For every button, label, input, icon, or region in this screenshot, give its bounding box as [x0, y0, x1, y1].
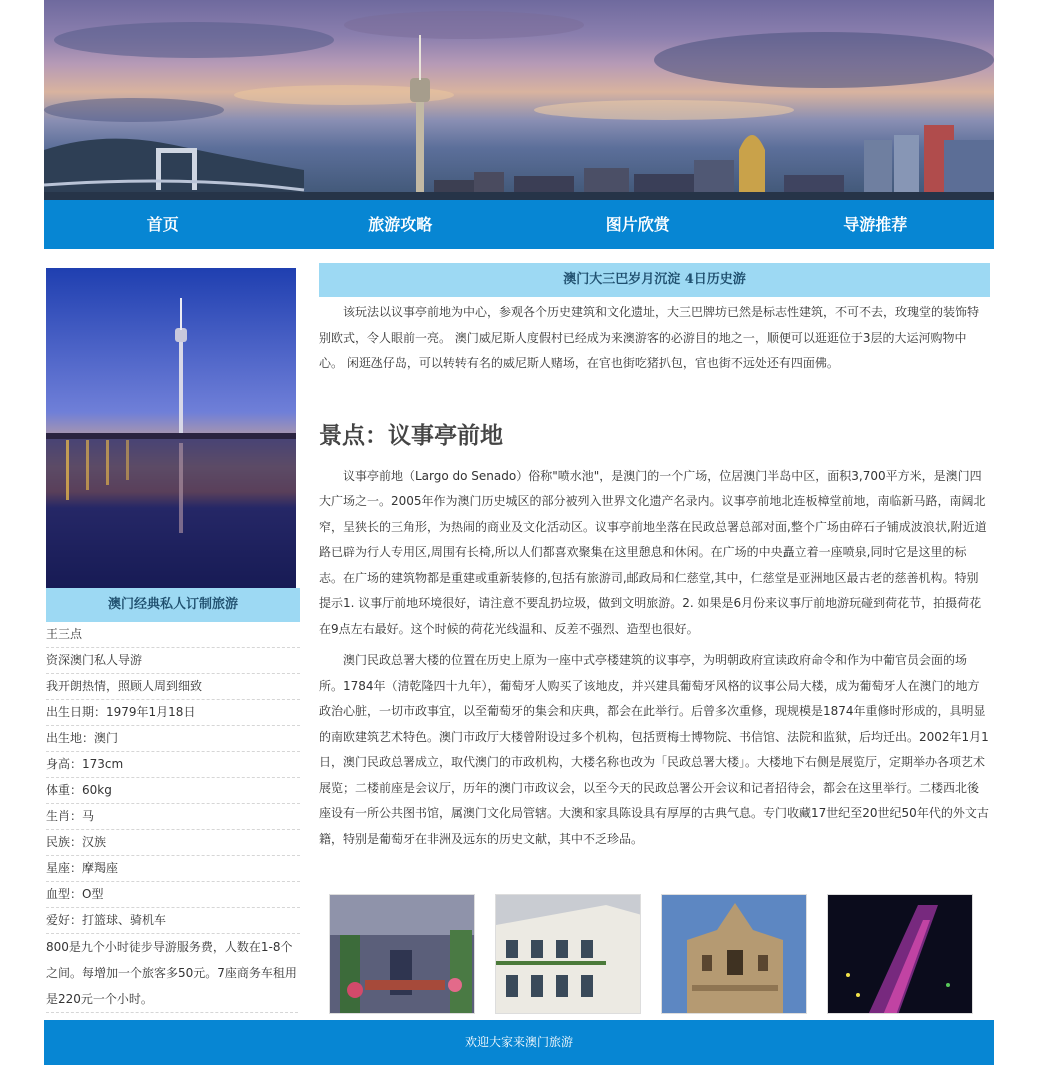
guide-personality: 我开朗热情，照顾人周到细致 [46, 674, 300, 700]
guide-birthplace: 出生地：澳门 [46, 726, 300, 752]
guide-blood-type: 血型：O型 [46, 882, 300, 908]
guide-height: 身高：173cm [46, 752, 300, 778]
guide-ethnicity: 民族：汉族 [46, 830, 300, 856]
guide-name: 王三点 [46, 622, 300, 648]
nav-item-guide-recommend[interactable]: 导游推荐 [843, 215, 908, 234]
guide-constellation: 星座：摩羯座 [46, 856, 300, 882]
tour-title: 澳门大三巴岁月沉淀 4日历史游 [319, 263, 990, 297]
guide-birthdate: 出生日期：1979年1月18日 [46, 700, 300, 726]
spot-title: 景点：议事亭前地 [319, 421, 503, 449]
municipal-building-description: 澳门民政总署大楼的位置在历史上原为一座中式亭楼建筑的议事亭，为明朝政府宣读政府命令和作为中葡官员会面的场所。1784年（清乾隆四十九年），葡萄牙人购买了该地皮，并兴建具葡萄牙风格的议事公局大楼，成为葡萄牙人在澳门的地方政治心脏，一切市政事宜，以至葡萄牙的集会和庆典，都会在此举行。后曾多次重修，现规模是1874年重修时形成的，具明显的南欧建筑艺术特色。澳门市政厅大楼曾附设过多个机构，包括贾梅士博物院、书信馆、法院和监狱，后均迁出。2002年1月1日，澳门民政总署成立，取代澳门的市政机构，大楼名称也改为「民政总署大楼」。大楼地下右侧是展览厅，定期举办各项艺术展览；二楼前座是会议厅，历年的澳门市政议会，以至今天的民政总署公开会议和记者招待会，都会在这里举行。二楼西北後座设有一所公共图书馆，属澳门文化局管辖。大澳和家具陈设具有厚厚的古典气息。专门收藏17世纪至20世纪50年代的外文古籍，特别是葡萄牙在非洲及远东的历史文献，其中不乏珍品。 [319, 653, 989, 846]
spot-description: 议事亭前地（Largo do Senado）俗称"喷水池"，是澳门的一个广场，位居澳门半岛中区，面积3,700平方米，是澳门四大广场之一。2005年作为澳门历史城区的部分被列入世界文化遗产名录内。议事亭前地北连板樟堂前地，南临新马路，南阔北窄，呈狭长的三角形，为热闹的商业及文化活动区。议事亭前地坐落在民政总署总部对面,整个广场由碎石子铺成波浪状,附近道路已辟为行人专用区,周围有长椅,所以人们都喜欢聚集在这里憩息和休闲。在广场的中央矗立着一座喷泉,同时它是这里的标志。在广场的建筑物都是重建或重新装修的,包括有旅游司,邮政局和仁慈堂,其中，仁慈堂是亚洲地区最古老的慈善机构。特别提示1. 议事厅前地环境很好，请注意不要乱扔垃圾，做到文明旅游。2. 如果是6月份来议事厅前地游玩碰到荷花节，拍摄荷花在9点左右最好。这个时候的荷花光线温和、反差不强烈、造型也很好。 [319, 468, 987, 636]
guide-weight: 体重：60kg [46, 778, 300, 804]
guide-hobbies: 爱好：打篮球、骑机车 [46, 908, 300, 934]
nav-item-travel-guide[interactable]: 旅游攻略 [368, 215, 433, 234]
sidebar [46, 268, 300, 1013]
footer: 欢迎大家来澳门旅游 [44, 1020, 994, 1065]
header-banner-image [44, 0, 994, 200]
main-nav [44, 200, 994, 249]
guide-zodiac: 生肖：马 [46, 804, 300, 830]
service-fee-note: 800是九个小时徒步导游服务费，人数在1-8个之间。每增加一个旅客多50元。7座商务车租用是220元一个小时。 [46, 934, 298, 1013]
main-content [319, 263, 990, 852]
macau-tower-photo [46, 268, 296, 588]
nav-item-home[interactable]: 首页 [146, 215, 179, 234]
thumbnail-ruins-st-paul[interactable] [661, 894, 807, 1014]
guide-role: 资深澳门私人导游 [46, 648, 300, 674]
tour-intro: 该玩法以议事亭前地为中心，参观各个历史建筑和文化遗址，大三巴牌坊已然是标志性建筑，不可不去，玫瑰堂的装饰特别欧式，令人眼前一亮。 澳门威尼斯人度假村已经成为来澳游客的必游目的地之一，顺便可以逛逛位于3层的大运河购物中心。 闲逛氹仔岛，可以转转有名的威尼斯人赌场，在官也街吃猪扒包，官也街不远处还有四面佛。 [319, 305, 980, 370]
thumbnail-garden[interactable] [329, 894, 475, 1014]
sidebar-title: 澳门经典私人订制旅游 [46, 588, 300, 622]
thumbnail-tower-night[interactable] [827, 894, 973, 1014]
photo-thumbnails [329, 894, 989, 1016]
thumbnail-white-building[interactable] [495, 894, 641, 1014]
nav-item-photo-gallery[interactable]: 图片欣赏 [605, 215, 670, 234]
